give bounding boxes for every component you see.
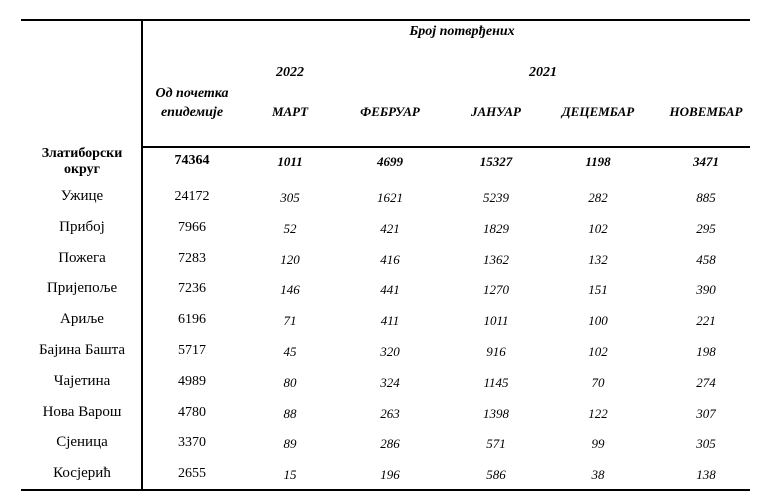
row-cumulative: 24172 (174, 189, 210, 204)
row-name: Нова Варош (42, 403, 122, 420)
row-month-value: 102 (588, 220, 608, 236)
month-header-3: ДЕЦЕМБАР (561, 104, 635, 119)
row-month-value: 411 (380, 313, 400, 329)
row-month-value: 1145 (483, 374, 509, 390)
row-cumulative: 7236 (178, 281, 206, 297)
row-month-value: 221 (696, 313, 716, 329)
row-month-value: 571 (486, 436, 506, 452)
row-cumulative: 4989 (178, 373, 206, 389)
row-month-value: 1270 (483, 282, 509, 298)
total-row-cumulative: 74364 (174, 153, 210, 168)
row-month-value: 70 (591, 374, 605, 390)
total-row-month-1: 4699 (377, 154, 403, 169)
month-header-2: ЈАНУАР (471, 104, 521, 119)
year-2022-label: 2022 (276, 65, 304, 80)
row-month-value: 1829 (483, 220, 509, 236)
row-name: Бајина Башта (38, 342, 126, 358)
row-month-value: 100 (588, 313, 608, 329)
row-month-value: 282 (588, 190, 608, 205)
row-month-value: 286 (380, 436, 400, 452)
row-month-value: 196 (380, 467, 400, 483)
row-cumulative: 3370 (178, 435, 206, 451)
month-header-0: МАРТ (271, 104, 309, 119)
row-month-value: 324 (380, 374, 400, 390)
row-month-value: 138 (696, 467, 716, 483)
row-cumulative: 7283 (178, 250, 206, 266)
row-month-value: 151 (588, 282, 608, 298)
row-name: Сјеница (56, 434, 108, 451)
row-month-value: 88 (283, 405, 297, 421)
row-month-value: 305 (280, 190, 300, 205)
row-month-value: 916 (486, 344, 506, 359)
row-name: Ужице (60, 188, 104, 204)
row-cumulative: 5717 (178, 343, 206, 358)
row-name: Пожега (58, 249, 106, 266)
row-month-value: 320 (380, 344, 400, 359)
row-month-value: 307 (696, 405, 716, 421)
cumulative-header: Од почетка епидемије (155, 86, 229, 120)
row-month-value: 71 (283, 313, 297, 329)
row-month-value: 1362 (483, 251, 509, 267)
row-month-value: 132 (588, 251, 608, 267)
row-cumulative: 2655 (178, 466, 206, 482)
row-month-value: 885 (696, 190, 716, 205)
row-name: Ариље (60, 311, 104, 328)
total-row-month-0: 1011 (277, 154, 303, 169)
row-cumulative: 7966 (178, 219, 206, 235)
row-month-value: 102 (588, 344, 608, 359)
row-month-value: 263 (380, 405, 400, 421)
row-month-value: 38 (591, 467, 605, 483)
row-month-value: 1398 (483, 405, 509, 421)
row-month-value: 458 (696, 251, 716, 267)
row-month-value: 586 (486, 467, 506, 483)
row-month-value: 122 (588, 405, 608, 421)
row-month-value: 421 (380, 220, 400, 236)
row-month-value: 146 (280, 282, 300, 298)
row-cumulative: 6196 (178, 312, 206, 328)
row-name: Прибој (59, 218, 105, 235)
total-row-name: Златиборски округ (41, 146, 123, 177)
row-month-value: 99 (591, 436, 605, 452)
row-month-value: 441 (380, 282, 400, 298)
row-month-value: 416 (380, 251, 400, 267)
group-title: Број потврђених (409, 24, 515, 39)
row-month-value: 5239 (483, 190, 509, 205)
row-month-value: 80 (283, 374, 297, 390)
row-month-value: 295 (696, 220, 716, 236)
row-month-value: 390 (696, 282, 716, 298)
total-row-month-2: 15327 (479, 154, 513, 169)
total-row-month-3: 1198 (585, 154, 611, 169)
total-row-month-4: 3471 (693, 154, 719, 169)
row-name: Пријепоље (46, 280, 118, 297)
row-month-value: 274 (696, 374, 716, 390)
row-month-value: 305 (696, 436, 716, 452)
month-header-4: НОВЕМБАР (669, 104, 743, 119)
row-month-value: 89 (283, 436, 297, 452)
row-month-value: 52 (283, 220, 297, 236)
row-month-value: 1621 (377, 190, 403, 205)
row-month-value: 15 (283, 467, 297, 483)
year-2021-label: 2021 (529, 65, 557, 80)
row-name: Чајетина (53, 372, 111, 389)
row-name: Косјерић (53, 465, 111, 482)
month-header-1: ФЕБРУАР (360, 104, 420, 119)
row-month-value: 1011 (483, 313, 509, 329)
row-month-value: 45 (283, 344, 297, 359)
row-cumulative: 4780 (178, 404, 206, 420)
header-divider (141, 146, 750, 148)
row-month-value: 198 (696, 344, 716, 359)
row-month-value: 120 (280, 251, 300, 267)
